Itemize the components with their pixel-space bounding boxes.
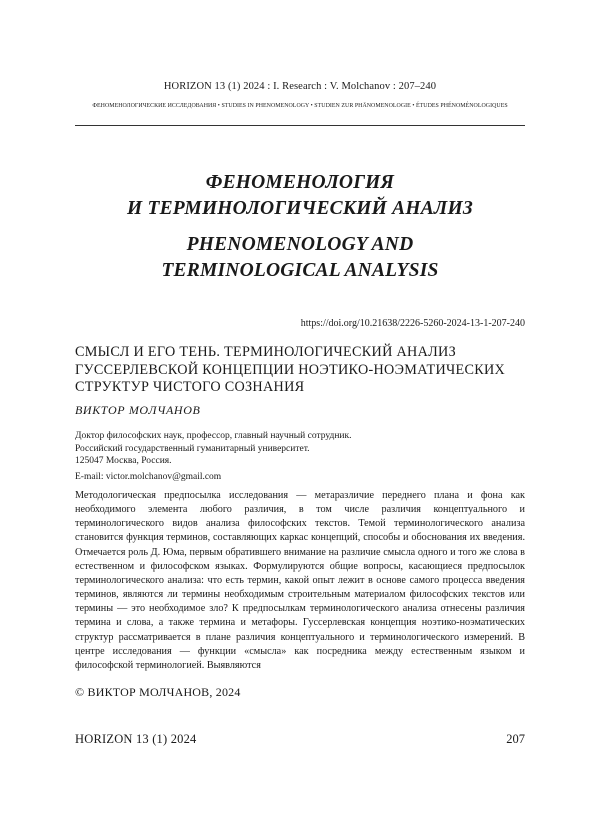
section-title-en-line2: TERMINOLOGICAL ANALYSIS: [75, 258, 525, 284]
abstract-text: Методологическая предпосылка исследования — метаразличие переднего плана и фона как необходимого элемента любого различия, в том числе различия концептуального и терминологического видов анализа философских текстов. Темой терминологического анализа становится функция терминов, составляющих каркас концепций, способы и обоснования их введения. Отмечается роль Д. Юма, первым обратившего внимание на различие смысла одного и того же слова в естественном и философском языках. Формулируются общие вопросы, касающиеся предпосылок терминологического анализа: что есть термин, какой опыт лежит в основе самого процесса введения терминов, являются ли термины необходимым строительным материалом философских текстов или термины — это необходимое зло? К предпосылкам терминологического анализа отнесены различия термина и слова, а также термина и метафоры. Гуссерлевская концепция ноэтико-ноэматических структур рассматривается в плане различия концептуального и терминологического измерений. В центре исследования — функции «смысла» как посредника между естественным языком и философской терминологией. Выявляются: [75, 489, 525, 673]
article-title-line3: СТРУКТУР ЧИСТОГО СОЗНАНИЯ: [75, 379, 525, 397]
affiliation-line1: Доктор философских наук, профессор, главный научный сотрудник.: [75, 430, 525, 443]
section-title-ru-line1: ФЕНОМЕНОЛОГИЯ: [75, 170, 525, 196]
section-title-ru: [75, 170, 525, 222]
article-title-line1: СМЫСЛ И ЕГО ТЕНЬ. ТЕРМИНОЛОГИЧЕСКИЙ АНАЛИЗ: [75, 344, 525, 362]
author-name: ВИКТОР МОЛЧАНОВ: [75, 403, 525, 418]
journal-page: [0, 0, 600, 825]
affiliation-line2: Российский государственный гуманитарный университет.: [75, 443, 525, 456]
section-title-en-line1: PHENOMENOLOGY AND: [75, 232, 525, 258]
doi-link[interactable]: https://doi.org/10.21638/2226-5260-2024-13-1-207-240: [75, 318, 525, 329]
series-line: ФЕНОМЕНОЛОГИЧЕСКИЕ ИССЛЕДОВАНИЯ • STUDIES IN PHENOMENOLOGY • STUDIEN ZUR PHÄNOMENOLOGIE • ÉTUDES PHÉNOMÉNOLOGIQUES: [75, 103, 525, 109]
article-title: [75, 344, 525, 397]
footer-journal: HORIZON 13 (1) 2024: [75, 732, 197, 747]
header-divider: [75, 125, 525, 126]
running-head: HORIZON 13 (1) 2024 : I. Research : V. Molchanov : 207–240: [75, 81, 525, 92]
affiliation-line3: 125047 Москва, Россия.: [75, 455, 525, 468]
page-number: 207: [506, 732, 525, 747]
section-title-ru-line2: И ТЕРМИНОЛОГИЧЕСКИЙ АНАЛИЗ: [75, 196, 525, 222]
section-title-en: [75, 232, 525, 284]
article-title-line2: ГУССЕРЛЕВСКОЙ КОНЦЕПЦИИ НОЭТИКО-НОЭМАТИЧЕСКИХ: [75, 362, 525, 380]
copyright-notice: © ВИКТОР МОЛЧАНОВ, 2024: [75, 685, 525, 700]
author-affiliation: [75, 430, 525, 468]
author-email[interactable]: E-mail: victor.molchanov@gmail.com: [75, 472, 525, 482]
